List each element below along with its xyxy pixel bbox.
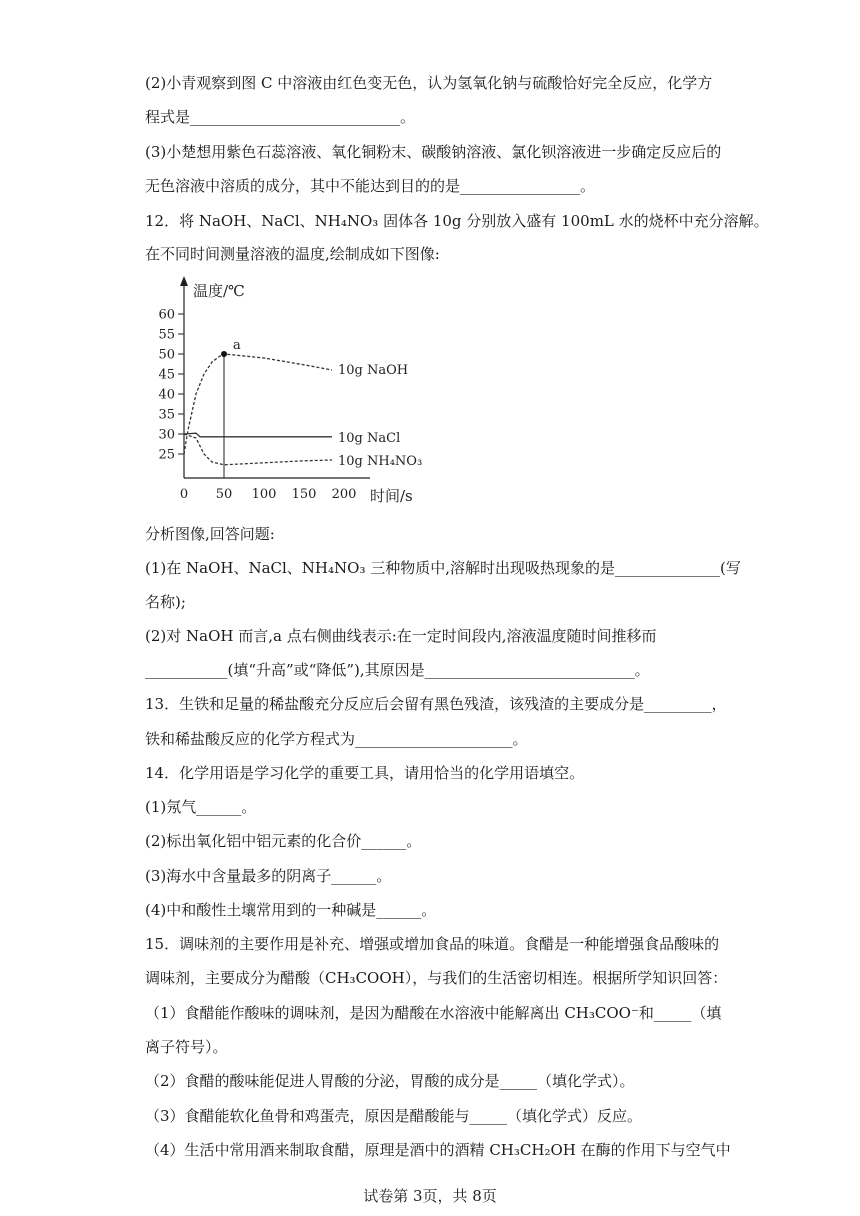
series-line-2	[184, 434, 332, 465]
y-axis-title: 温度/℃	[193, 282, 245, 300]
y-tick-label: 50	[158, 347, 175, 363]
x-tick-label: 50	[215, 487, 233, 502]
point-a-label: a	[233, 338, 241, 353]
point-a-marker	[221, 351, 227, 357]
question-14-part-4: (4)中和酸性土壤常用到的一种碱是______。	[145, 901, 437, 919]
question-14-part-3: (3)海水中含量最多的阴离子______。	[145, 867, 392, 885]
y-tick-label: 45	[158, 367, 175, 383]
chart-labels-group	[158, 282, 422, 505]
series-label-1: 10g NaCl	[338, 430, 401, 446]
question-12-part-1-line-2: 名称);	[145, 593, 186, 611]
series-line-0	[184, 354, 332, 454]
question-15-line-1: 15．调味剂的主要作用是补充、增强或增加食品的味道。食醋是一种能增强食品酸味的	[145, 935, 720, 953]
x-tick-label: 100	[251, 487, 277, 502]
question-14-part-1: (1)氖气______。	[145, 798, 257, 816]
question-12-part-2-line-1: (2)对 NaOH 而言,a 点右侧曲线表示:在一定时间段内,溶液温度随时间推移而	[145, 627, 657, 645]
x-tick-label: 0	[179, 487, 189, 502]
question-15-part-4-line-1: （4）生活中常用酒来制取食醋，原理是酒中的酒精 CH₃CH₂OH 在酶的作用下与空气中	[145, 1141, 731, 1159]
question-14-part-2: (2)标出氧化铝中铝元素的化合价______。	[145, 832, 422, 850]
x-tick-label: 150	[291, 487, 317, 502]
question-11-part-2-line-2: 程式是____________________________。	[145, 108, 416, 126]
question-13-line-1: 13．生铁和足量的稀盐酸充分反应后会留有黑色残渣，该残渣的主要成分是_________，	[145, 695, 727, 713]
question-12-part-1-line-1: (1)在 NaOH、NaCl、NH₄NO₃ 三种物质中,溶解时出现吸热现象的是______________(写	[145, 559, 741, 577]
question-12-line-2: 在不同时间测量溶液的温度,绘制成如下图像:	[145, 245, 440, 263]
x-axis-title: 时间/s	[370, 487, 413, 505]
y-tick-label: 35	[158, 407, 175, 423]
y-tick-label: 25	[158, 447, 175, 463]
question-15-part-1-line-2: 离子符号）。	[145, 1038, 228, 1056]
y-tick-label: 60	[158, 307, 175, 323]
question-11-part-3-line-1: (3)小楚想用紫色石蕊溶液、氧化铜粉末、碳酸钠溶液、氯化钡溶液进一步确定反应后的	[145, 143, 722, 161]
question-14-intro: 14．化学用语是学习化学的重要工具，请用恰当的化学用语填空。	[145, 764, 585, 782]
question-13-line-2: 铁和稀盐酸反应的化学方程式为_____________________。	[145, 730, 528, 748]
x-tick-label: 200	[331, 487, 357, 502]
y-tick-label: 30	[158, 427, 175, 443]
question-11-part-2-line-1: (2)小青观察到图 C 中溶液由红色变无色，认为氢氧化钠与硫酸恰好完全反应，化学方	[145, 74, 713, 92]
series-label-2: 10g NH₄NO₃	[338, 454, 423, 469]
question-12-line-1: 12．将 NaOH、NaCl、NH₄NO₃ 固体各 10g 分别放入盛有 100mL 水的烧杯中充分溶解。	[145, 212, 769, 230]
question-15-part-2: （2）食醋的酸味能促进人胃酸的分泌，胃酸的成分是_____（填化学式）。	[145, 1072, 635, 1090]
question-11-part-3-line-2: 无色溶液中溶质的成分，其中不能达到目的的是________________。	[145, 177, 596, 195]
question-15-part-3: （3）食醋能软化鱼骨和鸡蛋壳，原因是醋酸能与_____（填化学式）反应。	[145, 1107, 643, 1125]
y-tick-label: 40	[158, 387, 175, 403]
question-15-part-1-line-1: （1）食醋能作酸味的调味剂，是因为醋酸在水溶液中能解离出 CH₃COO⁻和_____（填	[145, 1004, 722, 1022]
question-15-line-2: 调味剂，主要成分为醋酸（CH₃COOH），与我们的生活密切相连。根据所学知识回答：	[145, 969, 728, 987]
chart-series-group	[184, 351, 332, 465]
page-footer: 试卷第 3页，共 8页	[363, 1187, 497, 1205]
question-12-analysis-intro: 分析图像,回答问题:	[145, 525, 275, 543]
temperature-time-chart	[158, 272, 430, 510]
y-axis-arrow	[180, 276, 188, 286]
y-tick-label: 55	[158, 327, 175, 343]
series-line-1	[184, 433, 332, 437]
series-label-0: 10g NaOH	[338, 363, 409, 378]
question-12-part-2-line-2: ___________(填“升高”或“降低”),其原因是____________________________。	[145, 661, 650, 679]
